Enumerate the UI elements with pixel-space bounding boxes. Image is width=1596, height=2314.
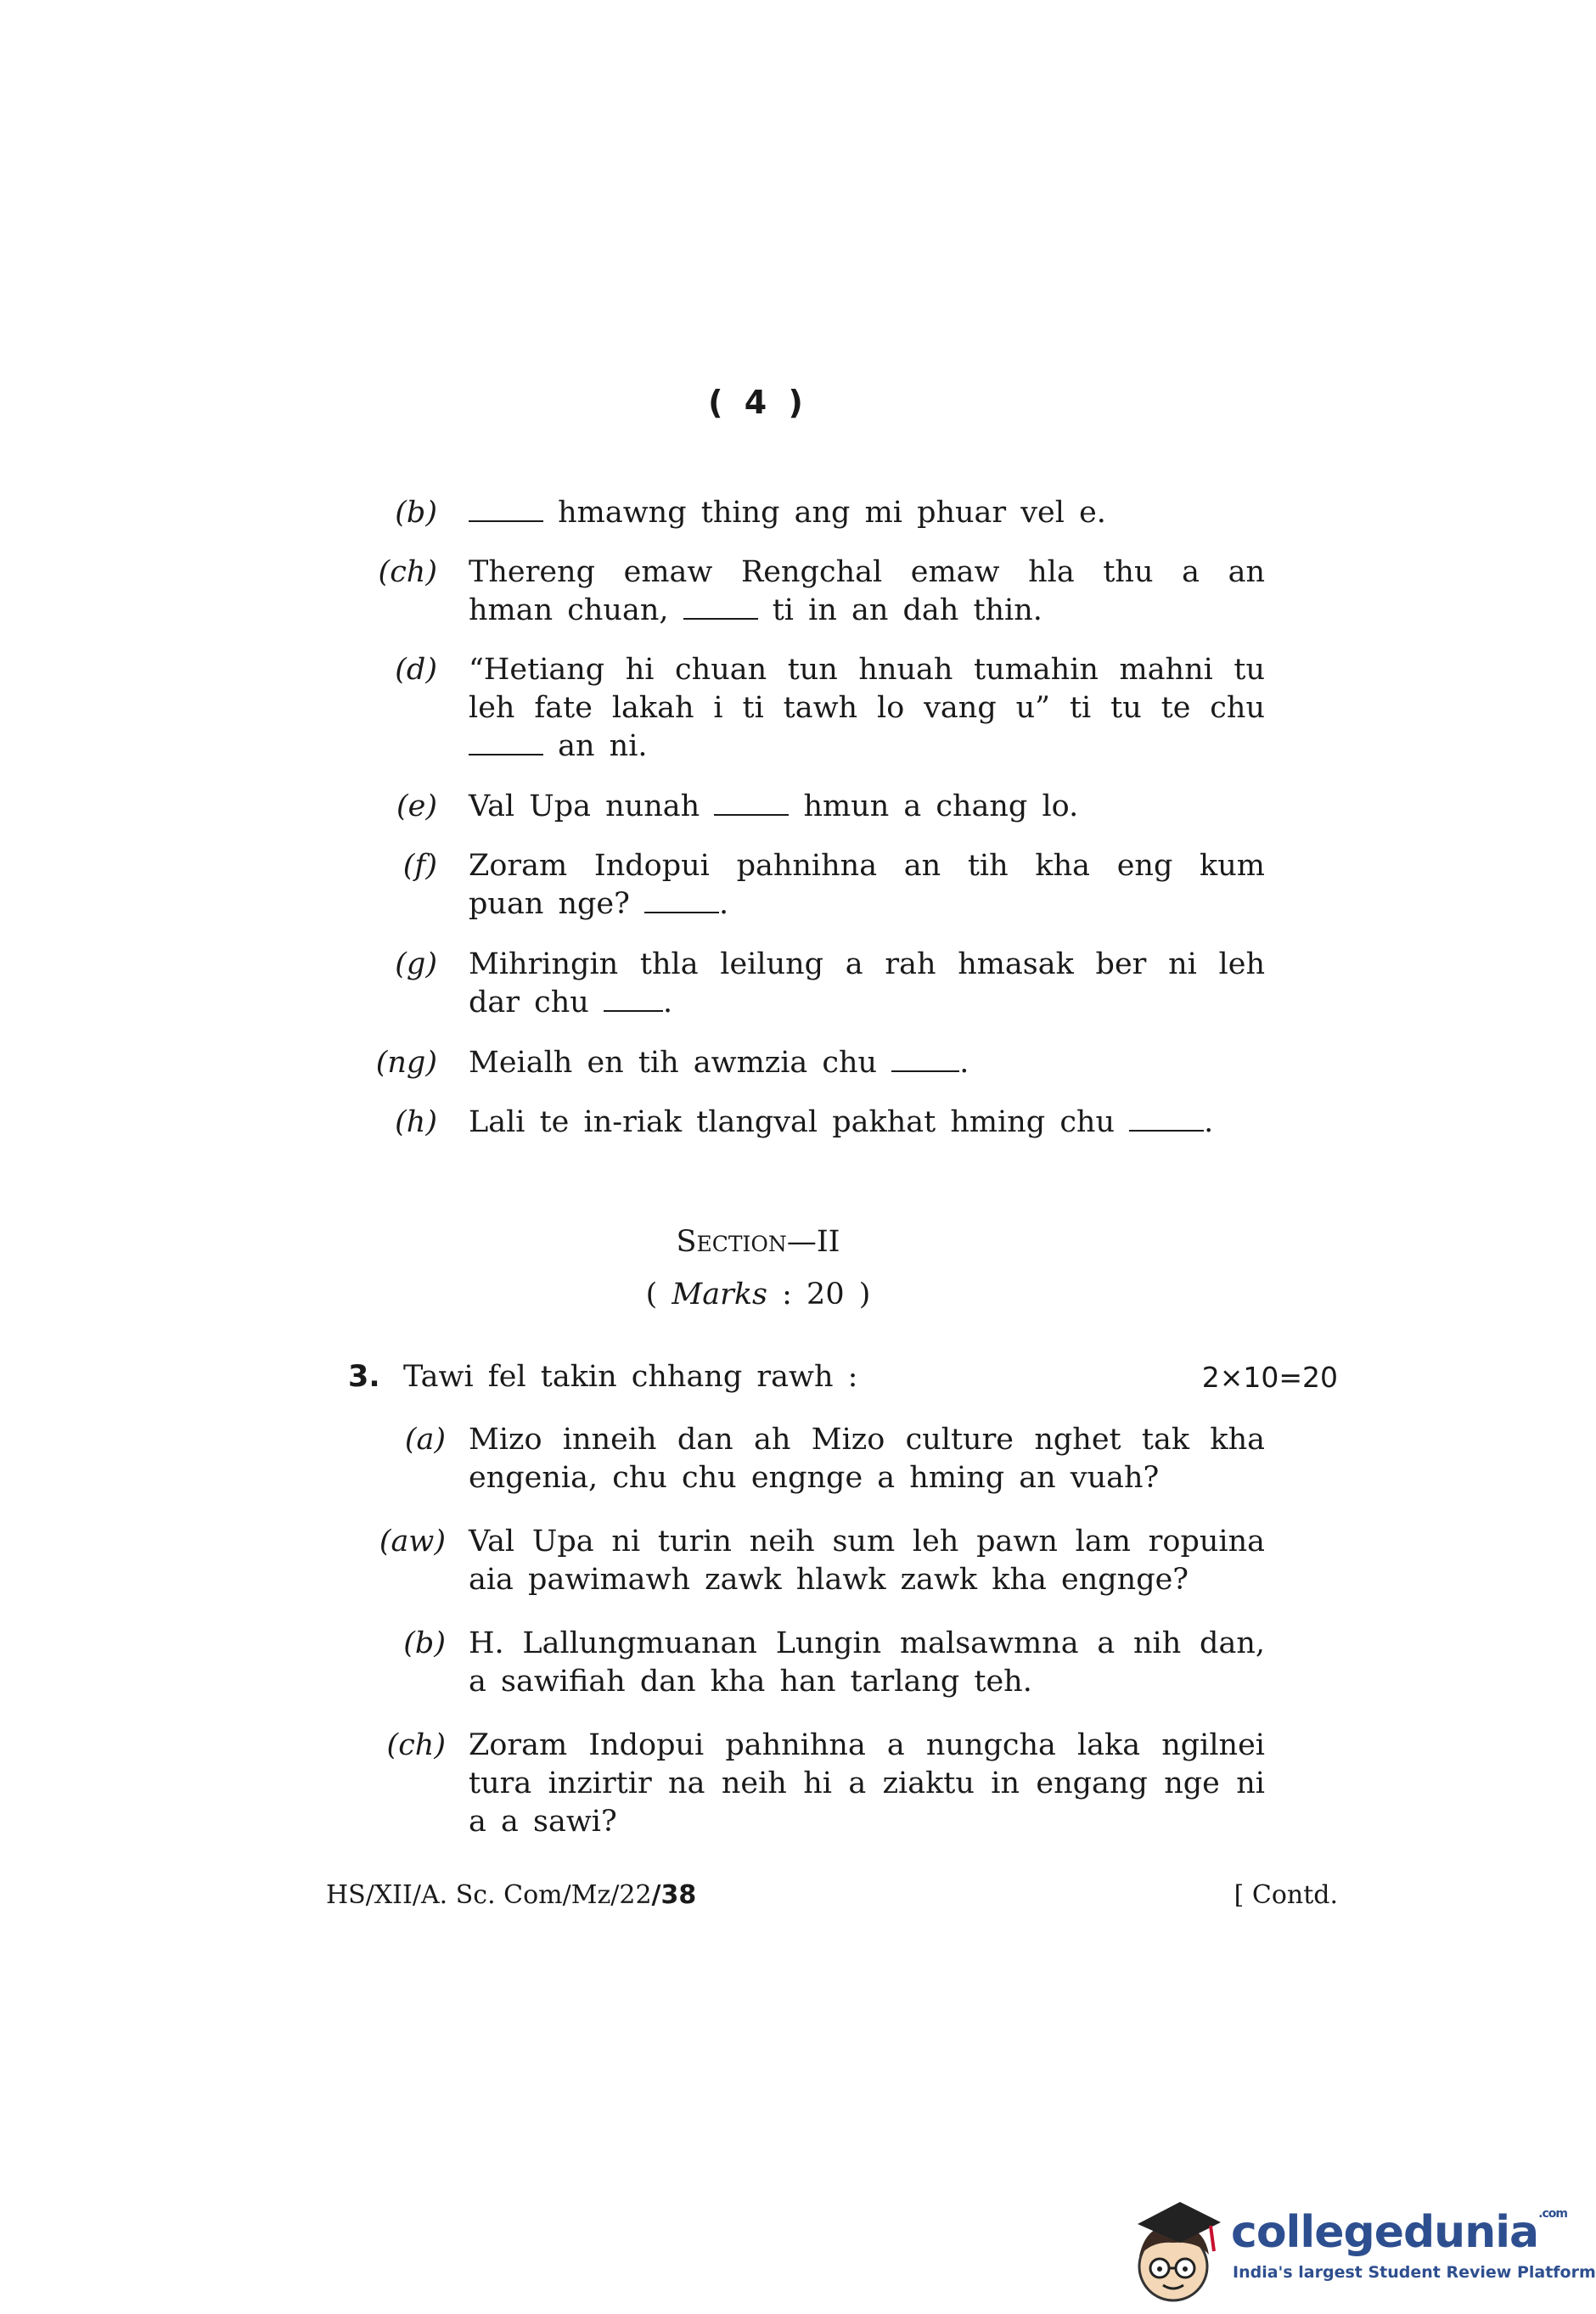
item-text: Zoram Indopui pahnihna a nungcha laka ngilnei tura inzirtir na neih hi a ziaktu in engang nge ni a a sawi? bbox=[469, 1728, 1265, 1839]
item-label: (ch) bbox=[386, 1728, 446, 1762]
paper-code: HS/XII/A. Sc. Com/Mz/22/38 bbox=[326, 1880, 697, 1910]
item-label: (b) bbox=[403, 1626, 446, 1660]
item-text: hmawng thing ang mi phuar vel e. bbox=[469, 494, 1265, 532]
answer-blank bbox=[644, 886, 719, 913]
item-label: (b) bbox=[395, 496, 437, 530]
item-label: (ch) bbox=[378, 555, 437, 589]
question-number: 3. bbox=[348, 1360, 380, 1394]
item-text: Lali te in-riak tlangval pakhat hming chu . bbox=[469, 1105, 1214, 1139]
answer-blank bbox=[469, 728, 543, 755]
item-text: Mizo inneih dan ah Mizo culture nghet tak kha engenia, chu chu engnge a hming an vuah? bbox=[469, 1423, 1265, 1495]
item-text: “Hetiang hi chuan tun hnuah tumahin mahni tu leh fate lakah i ti tawh lo vang u” ti tu te chu an ni. bbox=[469, 653, 1265, 763]
item-text: Val Upa ni turin neih sum leh pawn lam ropuina aia pawimawh zawk hlawk zawk kha engnge? bbox=[469, 1525, 1265, 1597]
item-label: (g) bbox=[395, 947, 437, 981]
answer-blank bbox=[891, 1045, 959, 1072]
answer-blank bbox=[604, 985, 663, 1012]
answer-blank bbox=[714, 789, 789, 816]
collegedunia-logo bbox=[1121, 2190, 1596, 2314]
answer-blank bbox=[469, 495, 543, 522]
question-text: Tawi fel takin chhang rawh : bbox=[403, 1360, 858, 1394]
logo-tagline: India's largest Student Review Platform bbox=[1233, 2263, 1596, 2282]
item-label: (h) bbox=[395, 1105, 437, 1139]
item-text: Meialh en tih awmzia chu . bbox=[469, 1046, 969, 1080]
section-title: Section—II bbox=[676, 1225, 840, 1259]
mascot-icon bbox=[1121, 2190, 1231, 2314]
question-marks: 2×10=20 bbox=[1201, 1361, 1338, 1394]
item-text: Mihringin thla leilung a rah hmasak ber ni leh dar chu . bbox=[469, 947, 1265, 1019]
item-label: (ng) bbox=[375, 1046, 437, 1080]
item-text: Thereng emaw Rengchal emaw hla thu a an hman chuan, ti in an dah thin. bbox=[469, 555, 1265, 627]
logo-wordmark: collegedunia$^{.com}$ bbox=[1231, 2207, 1567, 2258]
section-marks: ( Marks : 20 ) bbox=[645, 1278, 871, 1311]
item-text: Zoram Indopui pahnihna an tih kha eng kum puan nge? . bbox=[469, 849, 1265, 921]
item-label: (a) bbox=[404, 1423, 446, 1457]
item-label: (aw) bbox=[379, 1525, 446, 1559]
item-text: H. Lallungmuanan Lungin malsawmna a nih dan, a sawifiah dan kha han tarlang teh. bbox=[469, 1626, 1265, 1699]
continued-label: [ Contd. bbox=[1234, 1880, 1338, 1910]
item-label: (f) bbox=[402, 849, 437, 883]
answer-blank bbox=[1129, 1104, 1204, 1132]
page-number: ( 4 ) bbox=[708, 384, 808, 421]
answer-blank bbox=[683, 593, 758, 620]
item-text: Val Upa nunah hmun a chang lo. bbox=[469, 789, 1079, 823]
item-label: (d) bbox=[395, 653, 437, 687]
item-label: (e) bbox=[396, 789, 437, 823]
